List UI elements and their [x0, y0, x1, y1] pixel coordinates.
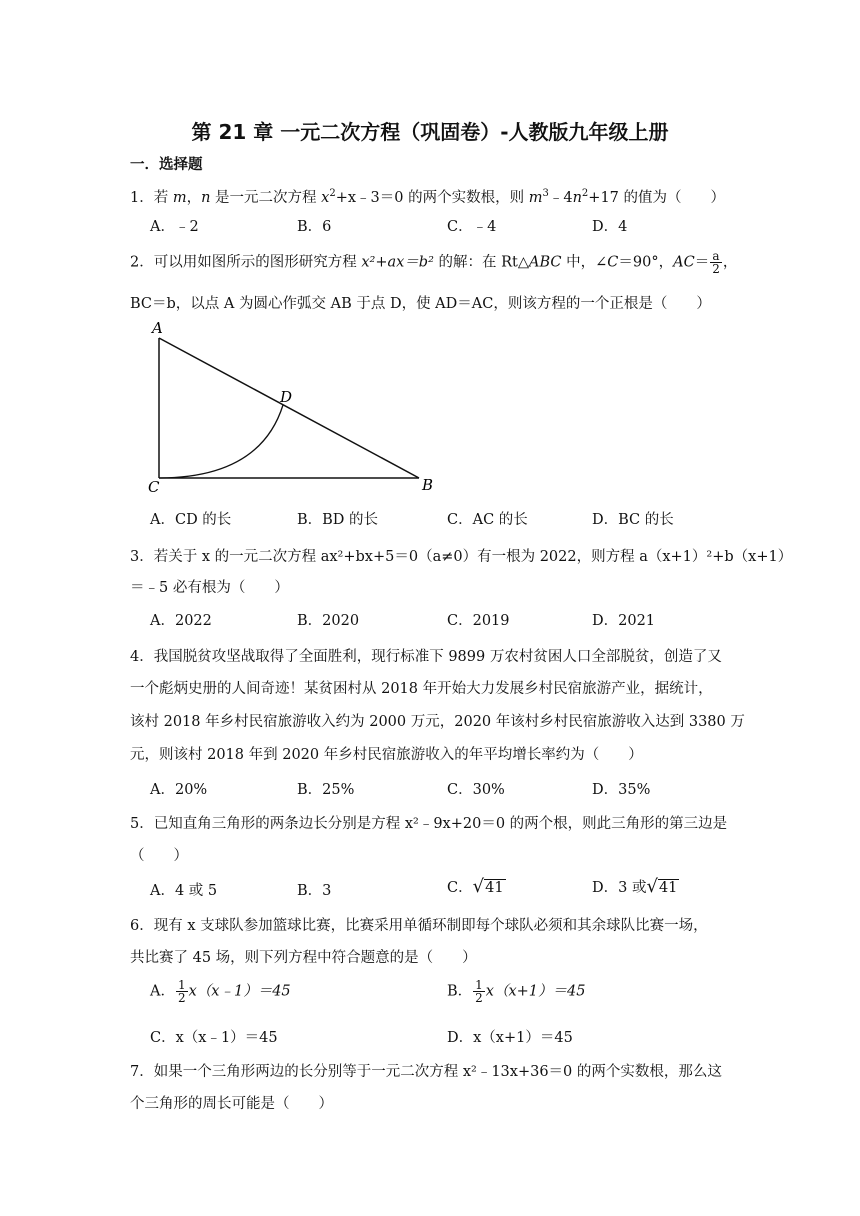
q4-option-d: D．35%	[592, 782, 651, 798]
q6-option-c: C．x（x﹣1）＝45	[150, 1030, 278, 1046]
side-ab	[159, 338, 419, 478]
question-2-line-2: BC＝b，以点 A 为圆心作弧交 AB 于点 D，使 AD＝AC，则该方程的一个正根是（ ）	[130, 296, 711, 312]
question-4-line-3: 该村 2018 年乡村民宿旅游收入约为 2000 万元，2020 年该村乡村民宿旅游收入达到 3380 万	[130, 714, 745, 730]
triangle-figure	[140, 318, 450, 498]
q5-option-a: A．4 或 5	[150, 883, 218, 899]
question-4-line-1: 4．我国脱贫攻坚战取得了全面胜利，现行标准下 9899 万农村贫困人口全部脱贫，创造了又	[130, 649, 722, 665]
q3-option-c: C．2019	[447, 613, 510, 629]
question-1: 1．若 m，n 是一元二次方程 $x^2+x﹣3=0$ 的两个实数根，则 $m^3﹣4n^2+17$ 的值为（ ）	[130, 188, 726, 206]
question-5-line-2: （ ）	[130, 848, 188, 864]
q2-option-d: D．BC 的长	[592, 512, 674, 528]
q6-option-b: B． $\frac{1}{2}$ x（x+1）＝45	[447, 978, 586, 1005]
page-title: 第 21 章 一元二次方程（巩固卷）-人教版九年级上册	[191, 120, 669, 144]
question-3-line-2: ＝﹣5 必有根为（ ）	[130, 580, 289, 596]
q4-option-c: C．30%	[447, 782, 505, 798]
question-3-line-1: 3．若关于 x 的一元二次方程 ax²+bx+5＝0（a≠0）有一根为 2022，则方程 a（x+1）²+b（x+1）	[130, 549, 793, 565]
q6-option-a: A． $\frac{1}{2}$ x（x﹣1）＝45	[150, 978, 291, 1005]
label-c: C	[148, 478, 160, 496]
q4-option-b: B．25%	[297, 782, 355, 798]
q5-option-c: C．√41	[447, 876, 504, 897]
q1-option-a: A．﹣2	[150, 219, 199, 235]
q2-option-a: A．CD 的长	[150, 512, 232, 528]
q2-option-c: C．AC 的长	[447, 512, 528, 528]
question-2-line-1: 2．可以用如图所示的图形研究方程 x²+ax＝b² 的解：在 Rt△ABC 中，∠C＝90°，AC＝ $\frac{a}{2}$ ，	[130, 249, 738, 276]
q6-option-d: D．x（x+1）＝45	[447, 1030, 573, 1046]
question-5-line-1: 5．已知直角三角形的两条边长分别是方程 x²﹣9x+20＝0 的两个根，则此三角形的第三边是	[130, 816, 728, 832]
question-7-line-1: 7．如果一个三角形两边的长分别等于一元二次方程 x²﹣13x+36＝0 的两个实数根，那么这	[130, 1064, 722, 1080]
arc-cd	[159, 405, 283, 478]
question-4-line-4: 元，则该村 2018 年到 2020 年乡村民宿旅游收入的年平均增长率约为（ ）	[130, 747, 643, 763]
label-d: D	[280, 388, 293, 406]
q3-option-d: D．2021	[592, 613, 656, 629]
q3-option-a: A．2022	[150, 613, 212, 629]
q1-option-b: B．6	[297, 219, 332, 235]
q4-option-a: A．20%	[150, 782, 208, 798]
q5-option-d: D．3 或√41	[592, 876, 678, 897]
question-6-line-2: 共比赛了 45 场，则下列方程中符合题意的是（ ）	[130, 950, 477, 966]
fraction-a-over-2: $\frac{a}{2}$	[712, 249, 720, 276]
q1-option-c: C．﹣4	[447, 219, 497, 235]
question-6-line-1: 6．现有 x 支球队参加篮球比赛，比赛采用单循环制即每个球队必须和其余球队比赛一场，	[130, 918, 708, 934]
q3-option-b: B．2020	[297, 613, 360, 629]
question-4-line-2: 一个彪炳史册的人间奇迹！某贫困村从 2018 年开始大力发展乡村民宿旅游产业，据统计，	[130, 681, 713, 697]
label-a: A	[152, 319, 163, 337]
label-b: B	[422, 476, 434, 494]
q2-option-b: B．BD 的长	[297, 512, 379, 528]
q5-option-b: B．3	[297, 883, 332, 899]
q1-option-d: D．4	[592, 219, 628, 235]
section-heading: 一．选择题	[130, 157, 203, 173]
question-7-line-2: 个三角形的周长可能是（ ）	[130, 1096, 333, 1112]
